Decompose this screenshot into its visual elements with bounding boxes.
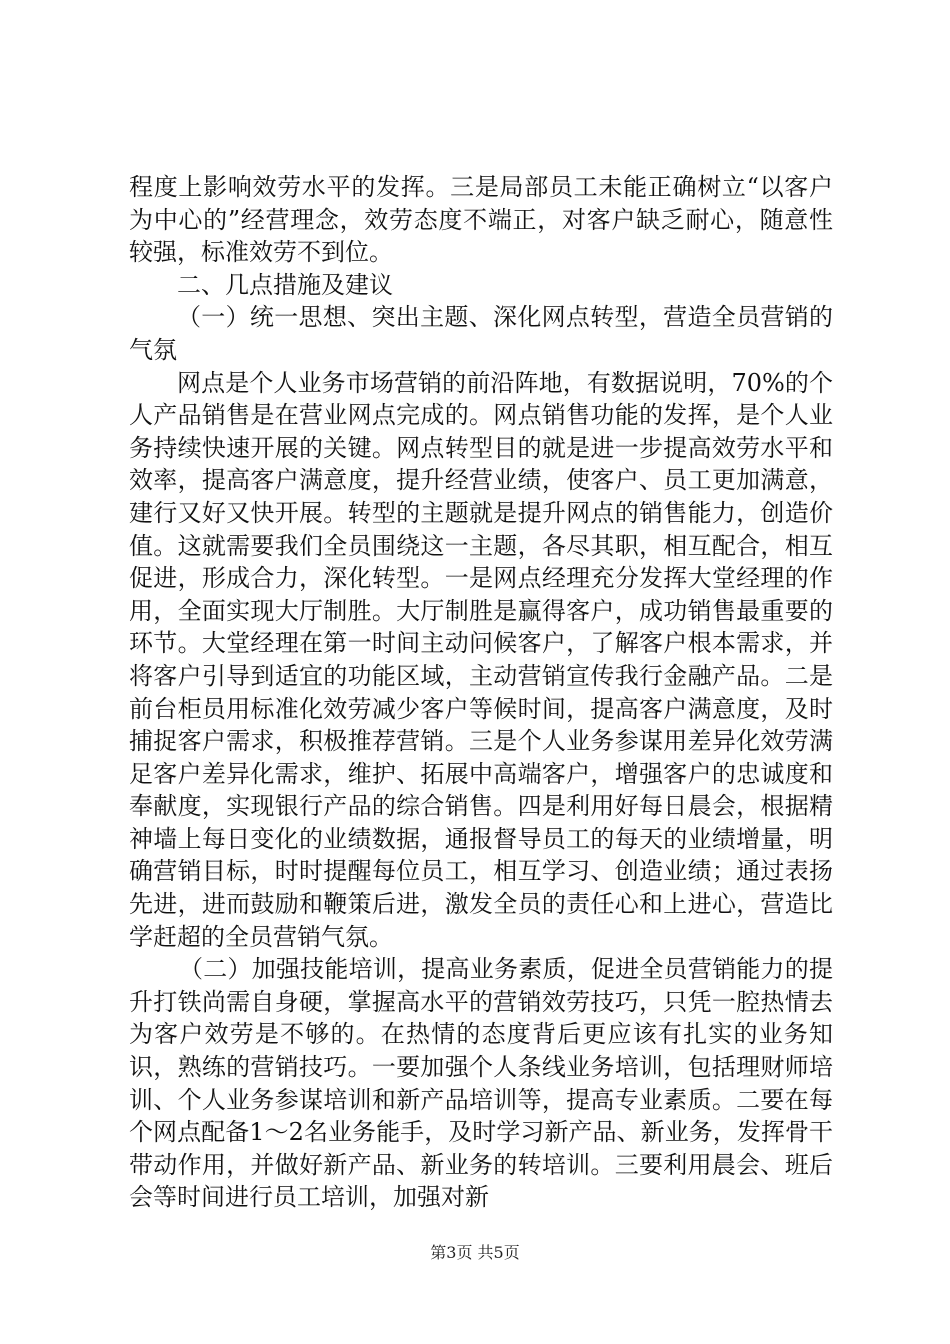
page-footer: 第3页 共5页: [430, 1243, 520, 1262]
paragraph-continuation: 程度上影响效劳水平的发挥。三是局部员工未能正确树立“以客户为中心的”经营理念，效劳态度不端正，对客户缺乏耐心，随意性较强，标准效劳不到位。: [129, 173, 833, 267]
subsection-heading-1: （一）统一思想、突出主题、深化网点转型，营造全员营销的气氛: [129, 303, 833, 364]
section-heading: 二、几点措施及建议: [177, 270, 393, 299]
paragraph-outlets: 网点是个人业务市场营销的前沿阵地，有数据说明，70%的个人产品销售是在营业网点完成的。网点销售功能的发挥，是个人业务持续快速开展的关键。网点转型目的就是进一步提高效劳水平和效率，提高客户满意度，提升经营业绩，使客户、员工更加满意，建行又好又快开展。转型的主题就是提升网点的销售能力，创造价值。这就需要我们全员围绕这一主题，各尽其职，相互配合，相互促进，形成合力，深化转型。一是网点经理充分发挥大堂经理的作用，全面实现大厅制胜。大厅制胜是赢得客户，成功销售最重要的环节。大堂经理在第一时间主动问候客户，了解客户根本需求，并将客户引导到适宜的功能区域，主动营销宣传我行金融产品。二是前台柜员用标准化效劳减少客户等候时间，提高客户满意度，及时捕捉客户需求，积极推荐营销。三是个人业务参谋用差异化效劳满足客户差异化需求，维护、拓展中高端客户，增强客户的忠诚度和奉献度，实现银行产品的综合销售。四是利用好每日晨会，根据精神墙上每日变化的业绩数据，通报督导员工的每天的业绩增量，明确营销目标，时时提醒每位员工，相互学习、创造业绩；通过表扬先进，进而鼓励和鞭策后进，激发全员的责任心和上进心，营造比学赶超的全员营销气氛。: [129, 368, 833, 951]
subsection-heading-2: （二）加强技能培训，提高业务素质，促进全员营销能力的提升打铁尚需自身硬，掌握高水平的营销效劳技巧，只凭一腔热情去为客户效劳是不够的。在热情的态度背后更应该有扎实的业务知识，熟练的营销技巧。一要加强个人条线业务培训，包括理财师培训、个人业务参谋培训和新产品培训等，提高专业素质。二要在每个网点配备1～2名业务能手，及时学习新产品、新业务，发挥骨干带动作用，并做好新产品、新业务的转培训。三要利用晨会、班后会等时间进行员工培训，加强对新: [129, 955, 833, 1212]
document-body: [129, 171, 833, 1214]
